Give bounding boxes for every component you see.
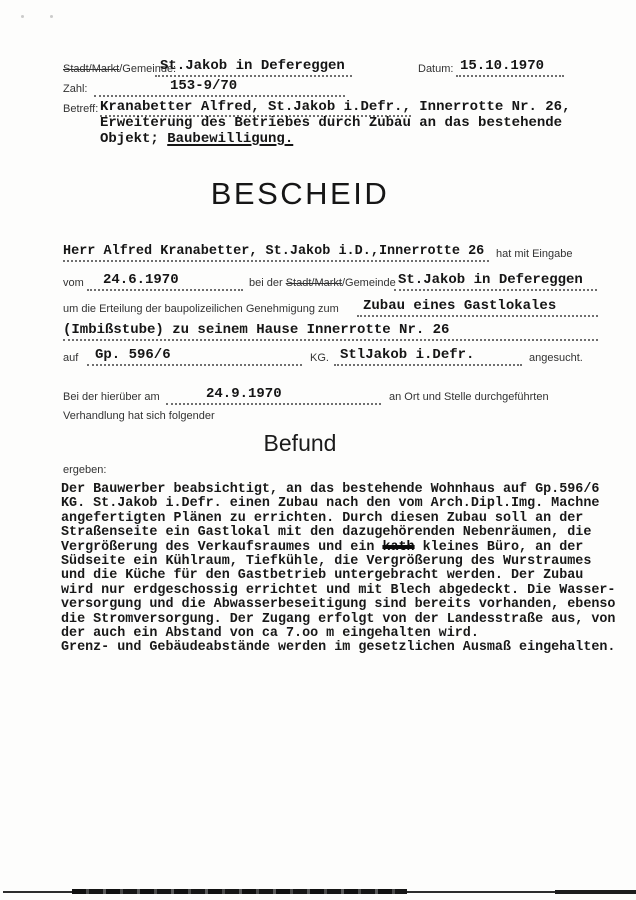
body-line: und die Küche für den Gastbetrieb untergebracht werden. Der Zubau [61,568,584,584]
body-line: KG. St.Jakob i.Defr. einen Zubau nach den vom Arch.Dipl.Img. Machne [61,496,600,512]
file-number-field [94,76,345,97]
parcel-row [0,346,636,366]
bei-der-gemeinde-label [249,277,396,289]
submission-date-value: 24.6.1970 [103,272,179,288]
findings-heading: Befund [263,430,337,456]
header-number-row [0,77,636,97]
ergeben-label: ergeben: [63,464,107,476]
body-line: versorgung und die Abwasserbeseitigung sind bereits vorhanden, ebenso [61,597,616,613]
scan-noise-speck [21,15,24,18]
subject-line-3-prefix: Objekt; [100,131,168,147]
vom-label: vom [63,277,84,289]
municipality-label-gemeinde: /Gemeinde: [119,63,177,75]
applicant-field [63,241,489,262]
scan-noise-speck [50,15,53,18]
scan-edge-right-segment [555,890,636,894]
purpose-continuation-value: (Imbißstube) zu seinem Hause Innerrotte Nr. 26 [63,322,450,338]
subject-line-1 [100,99,571,115]
body-segment: kleines Büro, an der [414,539,584,555]
parcel-field [87,345,302,366]
body-line: die Stromversorgung. Der Zugang erfolgt von der Landesstraße aus, von [61,611,616,627]
header-municipality-row [0,57,636,77]
body-line: Grenz- und Gebäudeabstände werden im gesetzlichen Ausmaß eingehalten. [61,640,616,656]
municipality-label-struck-options: Stadt/Markt [63,63,120,75]
purpose-continuation-row [0,321,636,341]
body-line: wird nur erdgeschossig errichtet und mit Blech abgedeckt. Die Wasser- [61,582,616,598]
body-line: angefertigten Plänen zu errichten. Durch diesen Zubau soll an der [61,510,584,526]
municipality-value: St.Jakob in Defereggen [160,58,345,74]
body-line: Der Bauwerber beabsichtigt, an das bestehende Wohnhaus auf Gp.596/6 [61,482,600,497]
hearing-date-value: 24.9.1970 [206,386,282,402]
subject-line-1-rest: Innerrotte Nr. 26, [410,99,571,115]
angesucht-label: angesucht. [529,352,583,364]
auf-label: auf [63,352,79,364]
bei-der-gemeinde: /Gemeinde [341,277,396,289]
applicant-value: Herr Alfred Kranabetter, St.Jakob i.D.,Innerrotte 26 [63,244,485,259]
date-value: 15.10.1970 [460,58,545,74]
subject-line-1-field: Kranabetter Alfred, St.Jakob i.Defr., [100,99,411,115]
scan-edge-artifact [0,887,636,896]
subject-line-3 [100,131,571,147]
subject-block [100,99,571,147]
obliterated-word: kath [382,539,415,555]
hearing-label-3: Verhandlung hat sich folgender [63,410,215,422]
purpose-continuation-field [63,320,598,341]
date-label: Datum: [418,63,454,75]
subject-label: Betreff: [63,103,99,115]
findings-body [61,483,615,656]
document-title: BESCHEID [210,176,390,211]
permit-purpose-field [357,296,598,317]
cadastral-value: StlJakob i.Defr. [340,347,475,363]
kg-label: KG. [310,352,329,364]
hearing-row [0,385,636,405]
submission-municipality-field [394,270,597,291]
body-line-with-correction [61,541,615,555]
cadastral-field [334,345,522,366]
scan-edge-blotch [72,889,407,894]
hearing-label-2: an Ort und Stelle durchgeführten [389,391,549,403]
body-line: Straßenseite ein Gastlokal mit den dazugehörenden Nebenräumen, die [61,525,592,541]
permit-purpose-label: um die Erteilung der baupolizeilichen Genehmigung zum [63,303,339,315]
permit-purpose-value: Zubau eines Gastlokales [363,298,557,314]
body-line: der auch ein Abstand von ca 7.oo m eingehalten wird. [61,626,479,642]
subject-line-2: Erweiterung des Betriebes durch Zubau an das bestehende [100,115,563,131]
file-number-value: 153-9/70 [170,78,238,94]
body-segment: Vergrößerung des Verkaufsraumes und ein [61,539,383,555]
hearing-label-1: Bei der hierüber am [63,391,160,403]
body-line: Südseite ein Kühlraum, Tiefkühle, die Vergrößerung des Wurstraumes [61,554,592,570]
subject-line-3-underlined: Baubewilligung. [167,131,294,147]
file-number-label: Zahl: [63,83,88,95]
submission-row [0,271,636,291]
submission-municipality-value: St.Jakob in Defereggen [398,272,583,288]
submission-date-field [87,270,243,291]
parcel-value: Gp. 596/6 [95,347,171,363]
bei-der-struck-options: Stadt/Markt [285,277,342,289]
hearing-date-field [166,384,381,405]
applicant-row [0,242,636,262]
applicant-suffix-label: hat mit Eingabe [496,248,573,260]
municipality-field [155,56,352,77]
bei-der-prefix: bei der [249,277,286,289]
permit-purpose-row [0,297,636,317]
date-field [456,56,564,77]
